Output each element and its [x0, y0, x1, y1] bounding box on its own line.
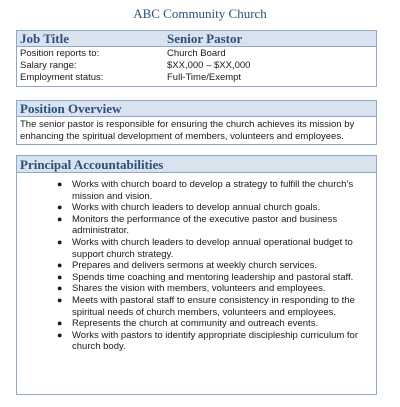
list-item [17, 214, 376, 237]
list-item [17, 179, 376, 202]
bullet-icon: ● [57, 260, 63, 271]
bullet-icon: ● [57, 202, 63, 213]
bullet-icon: ● [57, 213, 63, 224]
job-details-section [16, 30, 377, 87]
job-row-label: Employment status: [20, 72, 104, 83]
accountabilities-list [17, 173, 376, 353]
section-heading: Principal Accountabilities [17, 156, 376, 173]
list-item [17, 272, 376, 284]
list-item-text: Represents the church at community and outreach events. [72, 318, 319, 330]
job-row-value: Church Board [167, 48, 226, 59]
list-item [17, 330, 376, 353]
list-item-text: Works with church board to develop a strategy to fulfill the church’s mission and vision. [72, 179, 354, 202]
document-title: ABC Community Church [133, 6, 267, 21]
list-item [17, 318, 376, 330]
list-item-text: Spends time coaching and mentoring leadership and pastoral staff. [72, 271, 354, 283]
list-item-text: Works with church leaders to develop annual operational budget to support church strategy. [72, 236, 353, 260]
list-item [17, 202, 376, 214]
bullet-icon: ● [57, 318, 63, 329]
job-row-label: Position reports to: [20, 48, 100, 59]
bullet-icon: ● [57, 329, 63, 340]
section-heading: Position Overview [17, 101, 376, 117]
bullet-icon: ● [57, 294, 63, 305]
list-item [17, 295, 376, 318]
overview-text: The senior pastor is responsible for ensuring the church achieves its mission by enhancing the spiritual development of members, volunteers and employees. [20, 119, 355, 142]
job-title-label: Job Title [20, 31, 70, 46]
bullet-icon: ● [57, 236, 63, 247]
list-item [17, 237, 376, 260]
list-item [17, 260, 376, 272]
list-item-text: Meets with pastoral staff to ensure consistency in responding to the spiritual needs of church members, volunteers and employees. [72, 294, 355, 318]
job-row-reports-to [17, 48, 376, 60]
job-row-label: Salary range: [20, 60, 77, 71]
list-item-text: Monitors the performance of the executive pastor and business administrator. [72, 213, 338, 237]
bullet-icon: ● [57, 283, 63, 294]
job-row-value: $XX,000 – $XX,000 [167, 60, 251, 71]
position-overview-section [16, 100, 377, 145]
job-row-employment [17, 72, 376, 84]
job-details-rows [17, 47, 376, 84]
job-header-row [17, 31, 376, 47]
list-item-text: Shares the vision with members, volunteers and employees. [72, 283, 326, 295]
list-item-text: Works with church leaders to develop annual church goals. [72, 202, 321, 214]
list-item-text: Works with pastors to identify appropriate discipleship curriculum for church body. [72, 329, 358, 353]
list-item-text: Prepares and delivers sermons at weekly church services. [72, 260, 317, 272]
job-row-salary [17, 60, 376, 72]
job-title-value: Senior Pastor [167, 31, 243, 46]
job-row-value: Full-Time/Exempt [167, 72, 242, 83]
bullet-icon: ● [57, 179, 63, 189]
list-item [17, 283, 376, 295]
principal-accountabilities-section [16, 155, 377, 395]
bullet-icon: ● [57, 271, 63, 282]
